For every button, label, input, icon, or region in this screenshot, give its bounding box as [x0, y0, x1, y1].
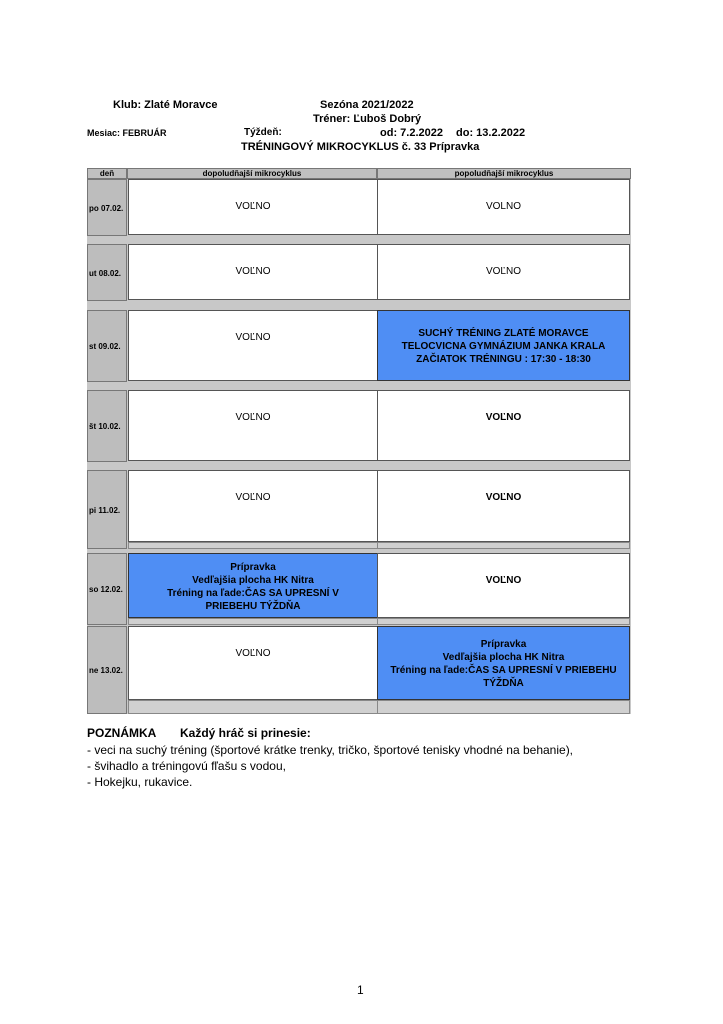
afternoon-cell: [377, 244, 630, 300]
cell-text: VOĽNO: [485, 575, 522, 586]
cell-text: SUCHÝ TRÉNING ZLATÉ MORAVCE: [418, 328, 589, 339]
col-header-day: deň: [87, 168, 127, 179]
cell-text: VOĽNO: [485, 412, 522, 423]
col-header-morning: dopoludňajší mikrocyklus: [127, 168, 377, 179]
cell-text: Tréning na ľade:ČAS SA UPRESNÍ V PRIEBEHU: [390, 665, 617, 676]
morning-cell: [128, 553, 378, 618]
day-label: st 09.02.: [89, 342, 121, 351]
morning-cell: [128, 626, 378, 700]
page-number: 1: [357, 983, 364, 997]
week-label: Týždeň:: [244, 127, 282, 138]
cell-text: TÝŽDŇA: [483, 678, 524, 689]
note-intro: Každý hráč si prinesie:: [180, 726, 311, 740]
cell-text: Prípravka: [230, 561, 276, 573]
row-separator: [128, 700, 378, 714]
day-label: št 10.02.: [89, 422, 121, 431]
cell-text: VOĽNO: [235, 201, 271, 212]
morning-cell: [128, 179, 378, 235]
col-header-afternoon: popoludňajší mikrocyklus: [377, 168, 631, 179]
month-label: Mesiac: FEBRUÁR: [87, 128, 167, 138]
row-separator: [377, 542, 630, 549]
cell-text: VOĽNO: [235, 266, 271, 277]
schedule-table: [87, 168, 631, 714]
cell-text: Tréning na ľade:ČAS SA UPRESNÍ V: [167, 587, 339, 599]
cell-text: TELOCVICNA GYMNÁZIUM JANKA KRALA: [401, 341, 606, 352]
afternoon-cell: [377, 310, 630, 381]
morning-cell: [128, 390, 378, 461]
cell-text: VOĽNO: [485, 492, 522, 503]
afternoon-cell: [377, 626, 630, 700]
row-separator: [128, 618, 378, 625]
cell-text: VOĽNO: [235, 412, 271, 423]
date-from: od: 7.2.2022: [380, 127, 443, 139]
note-item-1: - veci na suchý tréning (športové krátke trenky, tričko, športové tenisky vhodné na behanie),: [87, 743, 574, 757]
day-cell: [87, 244, 127, 301]
afternoon-cell: [377, 553, 630, 618]
row-separator: [128, 542, 378, 549]
cell-text: VOĽNO: [235, 332, 271, 343]
day-cell: [87, 179, 127, 236]
morning-cell: [128, 310, 378, 381]
cell-text: VOĽNO: [235, 648, 271, 659]
cell-text: PRIEBEHU TÝŽDŇA: [205, 600, 301, 612]
morning-cell: [128, 244, 378, 300]
day-label: ut 08.02.: [89, 268, 122, 278]
season-label: Sezóna 2021/2022: [320, 99, 414, 111]
day-label: po 07.02.: [89, 203, 124, 213]
day-cell: [87, 390, 127, 462]
morning-cell: [128, 470, 378, 542]
day-label: ne 13.02.: [89, 666, 123, 675]
cell-text: VOĽNO: [485, 266, 521, 277]
afternoon-cell: [377, 390, 630, 461]
note-item-2: - švihadlo a tréningovú fľašu s vodou,: [87, 759, 286, 773]
afternoon-cell: [377, 179, 630, 235]
row-separator: [377, 700, 630, 714]
cell-text: Vedľajšia plocha HK Nitra: [442, 652, 565, 663]
note-item-3: - Hokejku, rukavice.: [87, 775, 193, 789]
afternoon-cell: [377, 470, 630, 542]
day-cell: [87, 553, 127, 625]
day-cell: [87, 310, 127, 382]
note-label: POZNÁMKA: [87, 726, 157, 740]
club-label: Klub: Zlaté Moravce: [113, 99, 218, 111]
cell-text: Vedľajšia plocha HK Nitra: [192, 574, 314, 586]
day-cell: [87, 470, 127, 549]
cell-text: Prípravka: [480, 639, 527, 650]
coach-label: Tréner: Ľuboš Dobrý: [313, 113, 422, 125]
cell-text: ZAČIATOK TRÉNINGU : 17:30 - 18:30: [416, 354, 591, 365]
cell-text: VOĽNO: [235, 492, 271, 503]
date-to: do: 13.2.2022: [456, 127, 526, 139]
row-separator: [377, 618, 630, 625]
day-cell: [87, 626, 127, 714]
cell-text: VOLNO: [485, 201, 521, 212]
day-label: so 12.02.: [89, 585, 123, 594]
day-label: pi 11.02.: [89, 505, 121, 515]
microcycle-title: TRÉNINGOVÝ MIKROCYKLUS č. 33 Prípravka: [241, 141, 480, 153]
